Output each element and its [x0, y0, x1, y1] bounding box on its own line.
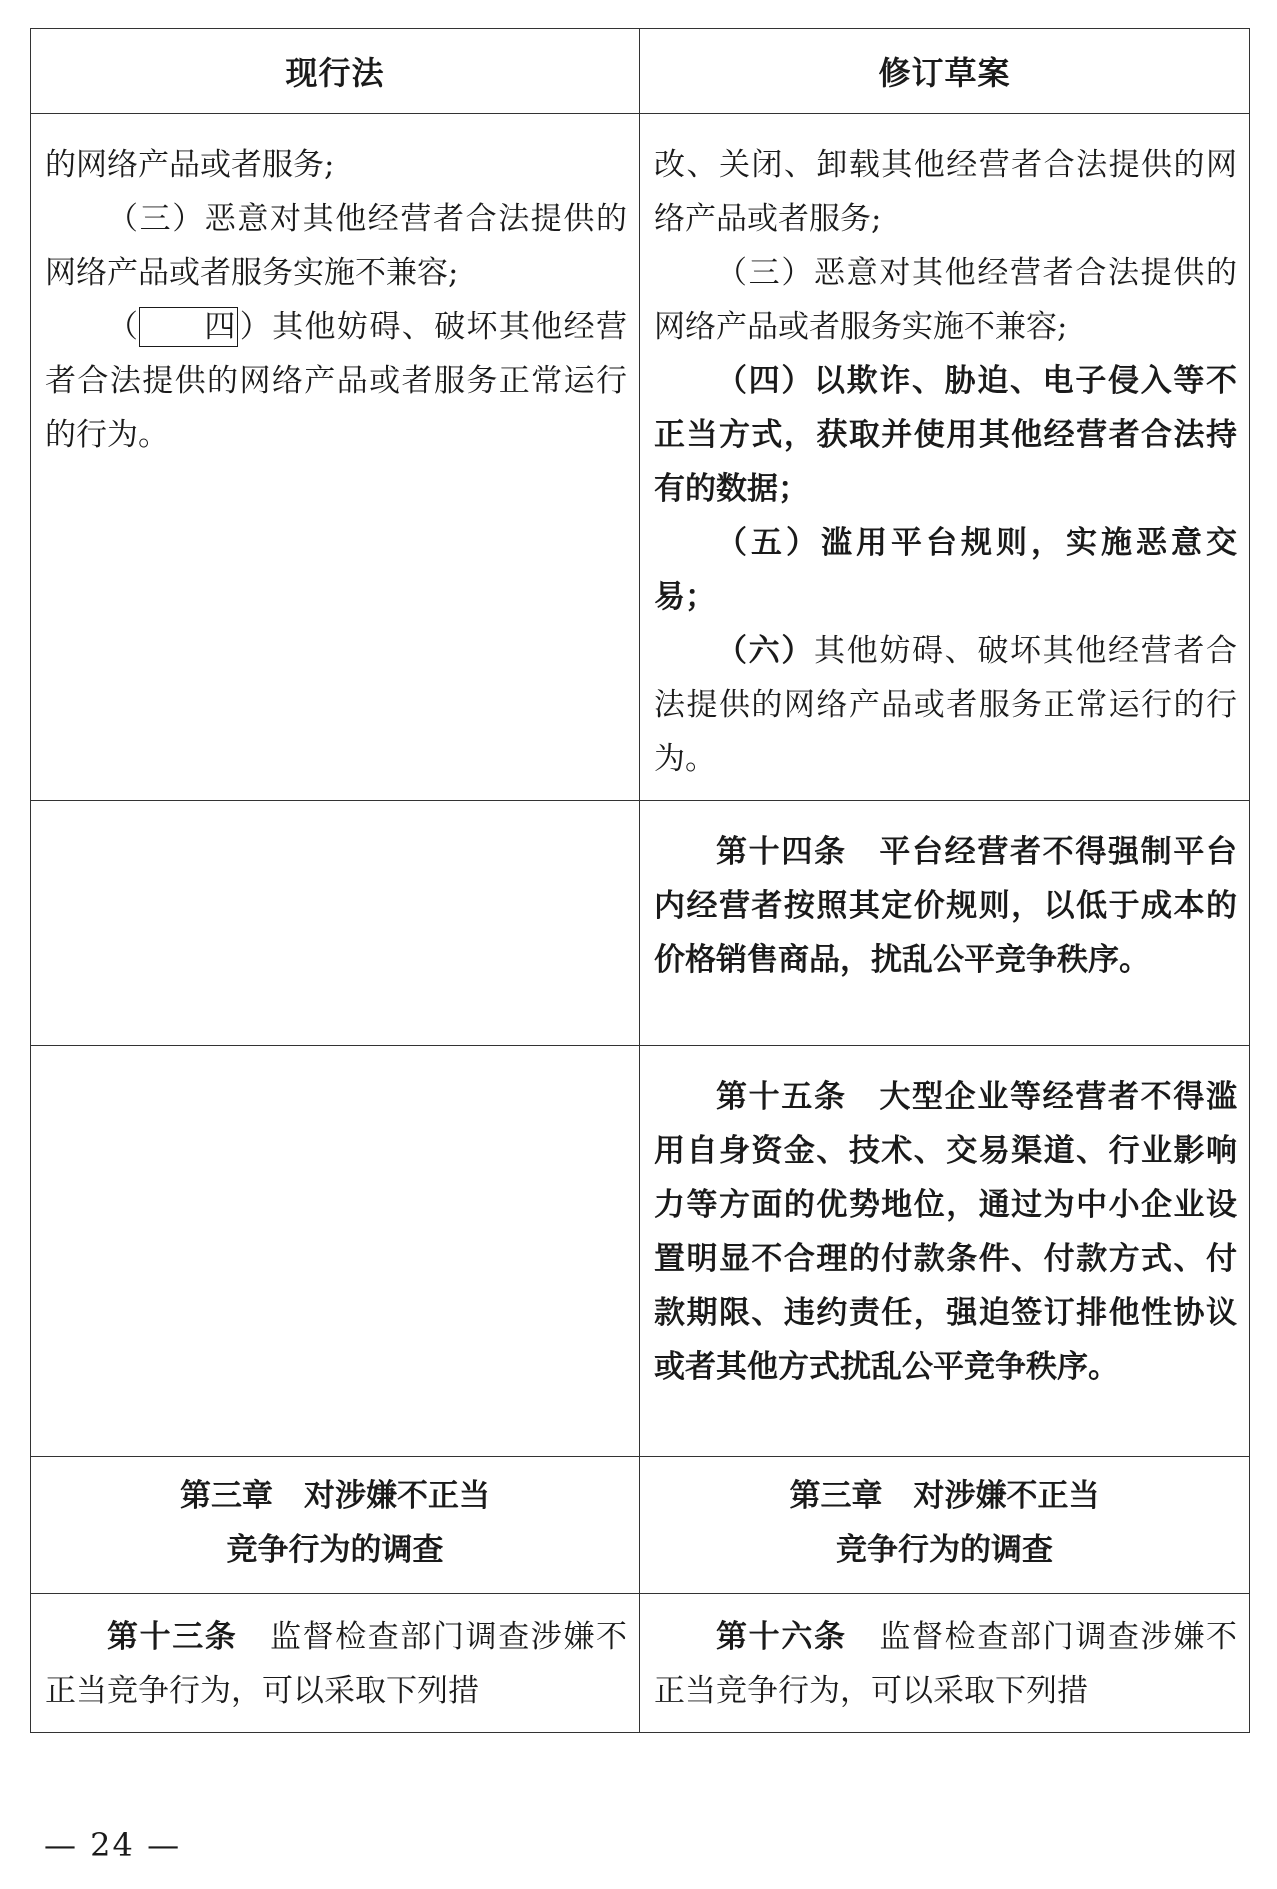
current-law-cell-empty: [31, 1046, 640, 1457]
current-article-13: [45, 1610, 627, 1718]
draft-paragraph-new: （四）以欺诈、胁迫、电子侵入等不正当方式，获取并使用其他经营者合法持有的数据；: [654, 363, 1237, 507]
revision-draft-cell: [640, 114, 1250, 801]
chapter-title-line: 竞争行为的调查: [226, 1532, 444, 1568]
current-law-chapter-cell: [31, 1457, 640, 1594]
current-paragraph: [45, 300, 627, 462]
current-law-cell: [31, 114, 640, 801]
comparison-page: [30, 28, 1249, 1733]
table-row: [31, 1594, 1250, 1733]
article-number: 第十三条: [107, 1619, 238, 1655]
draft-paragraph: [654, 624, 1237, 786]
current-paragraph: 的网络产品或者服务;: [45, 147, 335, 183]
item-open-paren: （: [107, 309, 140, 345]
table-row: [31, 801, 1250, 1046]
item-number-bold: （六）: [716, 633, 814, 669]
law-comparison-table: [30, 28, 1250, 1733]
chapter-title-line: 第三章 对涉嫌不正当: [789, 1478, 1100, 1514]
header-revision-draft: 修订草案: [640, 29, 1250, 114]
boxed-item-number: 四: [139, 307, 238, 347]
revision-draft-chapter-cell: [640, 1457, 1250, 1594]
revision-draft-cell: [640, 1046, 1250, 1457]
draft-article-16: [654, 1610, 1237, 1718]
current-law-cell-empty: [31, 801, 640, 1046]
article-text: 监督检查部门调查涉嫌不正当竞争行为，可以采取下列措: [45, 1619, 628, 1709]
header-current-law: 现行法: [31, 29, 640, 114]
chapter-title-line: 第三章 对涉嫌不正当: [180, 1478, 490, 1514]
draft-paragraph: 改、关闭、卸载其他经营者合法提供的网络产品或者服务;: [654, 147, 1237, 237]
table-header-row: [31, 29, 1250, 114]
current-law-cell: [31, 1594, 640, 1733]
draft-article-15: 第十五条 大型企业等经营者不得滥用自身资金、技术、交易渠道、行业影响力等方面的优势地位，通过为中小企业设置明显不合理的付款条件、付款方式、付款期限、违约责任，强迫签订排他性协议或者其他方式扰乱公平竞争秩序。: [654, 1079, 1237, 1385]
article-number: 第十六条: [716, 1619, 847, 1655]
table-row: [31, 1457, 1250, 1594]
page-number: — 24 —: [44, 1826, 182, 1864]
item-text: ）其他妨碍、破坏其他经营者合法提供的网络产品或者服务正常运行的行为。: [45, 309, 628, 453]
revision-draft-cell: [640, 801, 1250, 1046]
current-paragraph: （三）恶意对其他经营者合法提供的网络产品或者服务实施不兼容;: [45, 201, 627, 291]
draft-paragraph: （三）恶意对其他经营者合法提供的网络产品或者服务实施不兼容;: [654, 255, 1237, 345]
article-text: 监督检查部门调查涉嫌不正当竞争行为，可以采取下列措: [654, 1619, 1238, 1709]
item-text: 其他妨碍、破坏其他经营者合法提供的网络产品或者服务正常运行的行为。: [654, 633, 1237, 777]
table-row: [31, 114, 1250, 801]
revision-draft-cell: [640, 1594, 1250, 1733]
chapter-title-line: 竞争行为的调查: [836, 1532, 1053, 1568]
table-row: [31, 1046, 1250, 1457]
draft-article-14: 第十四条 平台经营者不得强制平台内经营者按照其定价规则，以低于成本的价格销售商品，扰乱公平竞争秩序。: [654, 834, 1237, 978]
draft-paragraph-new: （五）滥用平台规则，实施恶意交易；: [654, 525, 1237, 615]
